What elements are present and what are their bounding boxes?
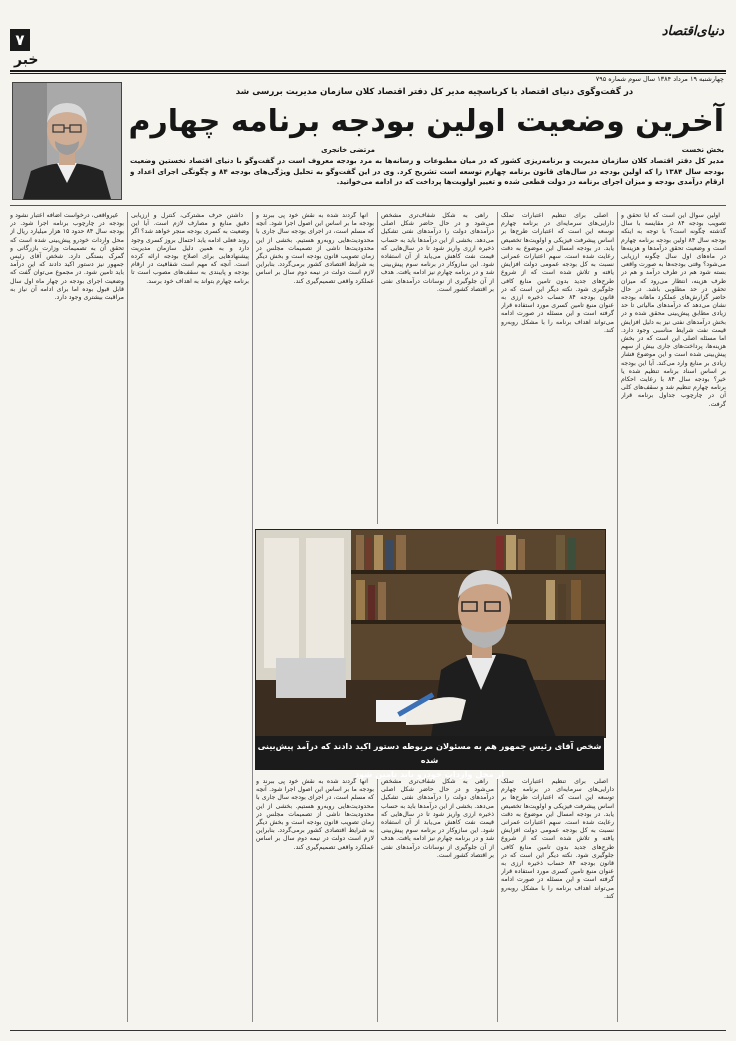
- column-4-continued-text: آنها گردند شده به نقش خود پی ببرند و بودجه ما بر اساس این اصول اجرا شود. آنچه که مسلم است، در اجرای بودجه سال جاری با محدودیت‌هایی روبه‌رو هستیم. بخشی از این محدودیت‌ها ناشی از تصمیمات مجلس در زمان تصویب قانون بودجه است و بخش دیگر به شرایط اقتصادی کشور برمی‌گردد. بنابراین لازم است دولت در نیمه دوم سال بر اساس عملکرد واقعی تصمیم‌گیری کند.: [256, 778, 374, 851]
- article-column-6: [10, 212, 124, 1022]
- column-divider: [252, 212, 253, 1022]
- article-column-2: [501, 212, 614, 524]
- article-column-3-continued: [381, 778, 494, 1022]
- column-3-text: راهی به شکل شفاف‌تری مشخص می‌شود و در حال حاضر شکل اصلی درآمدهای دولت را درآمدهای نفتی تشکیل می‌دهد. بخشی از این درآمدها باید به حساب ذخیره ارزی واریز شود تا در سال‌هایی که قیمت نفت کاهش می‌یابد از آن استفاده شود. این سازوکار در برنامه سوم پیش‌بینی شد و در برنامه چهارم نیز ادامه یافت. هدف از آن جلوگیری از نوسانات درآمدهای نفتی بر اقتصاد کشور است.: [381, 212, 494, 293]
- article-column-1: [621, 212, 726, 1022]
- interview-photo: [255, 529, 606, 738]
- article-column-3: [381, 212, 494, 524]
- header-rule-thin: [10, 73, 726, 74]
- portrait-figure: [13, 83, 121, 199]
- portrait-photo: [12, 82, 122, 200]
- column-3-continued-text: راهی به شکل شفاف‌تری مشخص می‌شود و در حال حاضر شکل اصلی درآمدهای دولت را درآمدهای نفتی تشکیل می‌دهد. بخشی از این درآمدها باید به حساب ذخیره ارزی واریز شود تا در سال‌هایی که قیمت نفت کاهش می‌یابد از آن استفاده شود. این سازوکار در برنامه سوم پیش‌بینی شد و در برنامه چهارم نیز ادامه یافت. هدف از آن جلوگیری از نوسانات درآمدهای نفتی بر اقتصاد کشور است.: [381, 778, 494, 859]
- section-title: خبر: [14, 52, 39, 68]
- column-divider: [127, 212, 128, 1022]
- column-divider: [497, 778, 498, 1022]
- article-column-4-continued: [256, 778, 374, 1022]
- lead-paragraph: مدیر کل دفتر اقتصاد کلان سازمان مدیریت و برنامه‌ریزی کشور که در میان مطبوعات و رسانه‌ها به مرد بودجه معروف است در گفت‌وگو با دنیای اقتصاد نخستین وضعیت بودجه سال ۱۳۸۴ را که اولین بودجه در سال‌های قانون برنامه چهارم توسعه است تشریح کرد. وی در این گفت‌وگو به تحلیل ویژگی‌های بودجه ۸۴ و چگونگی اجرای اعداد و ارقام درآمدی بودجه و میزان اجرای برنامه در دولت قطعی شده و تغییر اولویت‌ها پرداخت که در ادامه می‌خوانید.: [130, 156, 724, 187]
- article-column-5: [131, 212, 249, 1022]
- article-column-4: [256, 212, 374, 524]
- footer-rule: [10, 1030, 726, 1031]
- header-rule: [10, 70, 726, 72]
- rubric-label: بخش نخست: [681, 146, 724, 154]
- headline-kicker: در گفت‌وگوی دنیای اقتصاد با کرباسچیه مدیر کل دفتر اقتصاد کلان سازمان مدیریت بررسی شد: [235, 87, 634, 97]
- page-number: ۷: [10, 29, 30, 51]
- column-1-text: اولین سوال این است که آیا تحقق و تصویب بودجه ۸۴ در مقایسه با سال گذشته چگونه است؟ با توجه به اینکه بودجه سال ۸۴ اولین بودجه برنامه چهارم است و وضعیت تحقق درآمدها و هزینه‌ها در ماه‌های اول سال چگونه ارزیابی می‌شود؟ وقتی بودجه‌ها به صورت واقعی بسته شود هم در طرف درآمد و هم در طرف هزینه، انتظار می‌رود که میزان تحقق در حد مطلوبی باشد. در حال حاضر گزارش‌های عملکرد ماهانه بودجه نشان می‌دهد که درآمدهای مالیاتی تا حد زیادی مطابق پیش‌بینی محقق شده و در بخش درآمدهای نفتی نیز به دلیل افزایش قیمت نفت شرایط مناسبی وجود دارد. اما مسئله اصلی این است که در بخش هزینه‌ها، پرداخت‌های جاری بیش از سهم پیش‌بینی شده است و این موضوع فشار زیادی بر منابع وارد می‌کند. آیا این بودجه بر اساس اسناد برنامه تنظیم شده یا خیر؟ بودجه سال ۸۴ با رعایت احکام برنامه چهارم تنظیم شد و سقف‌های کلی آن در چارچوب جداول برنامه قرار گرفت.: [621, 212, 726, 408]
- photo-caption: [255, 736, 604, 779]
- headline: آخرین وضعیت اولین بودجه برنامه چهارم: [128, 104, 724, 139]
- byline: مرتضی خانجری: [321, 146, 375, 154]
- masthead-logo: دنیای‌اقتصاد: [661, 24, 724, 39]
- article-column-2-continued: [501, 778, 614, 1022]
- issue-line: چهارشنبه ۱۹ مرداد ۱۳۸۴ سال سوم شماره ۷۹۵: [595, 75, 724, 83]
- column-divider: [497, 212, 498, 524]
- column-2-text: اصلی برای تنظیم اعتبارات تملک دارایی‌های سرمایه‌ای در برنامه چهارم توسعه این است که اعتبارات طرح‌ها بر اساس پیشرفت فیزیکی و اولویت‌ها تخصیص یابد. در بودجه امسال این موضوع به دقت رعایت شده است. سهم اعتبارات عمرانی نسبت به کل بودجه عمومی دولت افزایش یافته و تلاش شده است که از شروع طرح‌های جدید بدون تامین منابع کافی جلوگیری شود. نکته دیگر این است که در قانون بودجه ۸۴ حساب ذخیره ارزی به عنوان منبع تامین کسری مورد استفاده قرار گرفته است و این مسئله در صورت ادامه می‌تواند اهداف برنامه را با مشکل روبه‌رو کند.: [501, 212, 614, 334]
- column-2-continued-text: اصلی برای تنظیم اعتبارات تملک دارایی‌های سرمایه‌ای در برنامه چهارم توسعه این است که اعتبارات طرح‌ها بر اساس پیشرفت فیزیکی و اولویت‌ها تخصیص یابد. در بودجه امسال این موضوع به دقت رعایت شده است. سهم اعتبارات عمرانی نسبت به کل بودجه عمومی دولت افزایش یافته و تلاش شده است که از شروع طرح‌های جدید بدون تامین منابع کافی جلوگیری شود. نکته دیگر این است که در قانون بودجه ۸۴ حساب ذخیره ارزی به عنوان منبع تامین کسری مورد استفاده قرار گرفته است و این مسئله در صورت ادامه می‌تواند اهداف برنامه را با مشکل روبه‌رو کند.: [501, 778, 614, 900]
- column-divider: [377, 778, 378, 1022]
- photo-caption-line-2: از محل واردات خودرو باید تامین شود: [354, 769, 505, 779]
- column-5-text: داشتن حرف مشترکی، کنترل و ارزیابی دقیق منابع و مصارف لازم است. آیا این وضعیت به کسری بودجه منجر خواهد شد؟ اگر روند فعلی ادامه یابد احتمال بروز کسری وجود دارد و به همین دلیل سازمان مدیریت پیشنهادهایی برای اصلاح بودجه ارائه کرده است. آنچه که مهم است شفافیت در ارقام بودجه و پایبندی به سقف‌های مصوب است تا برنامه چهارم بتواند به اهداف خود برسد.: [131, 212, 249, 285]
- lead-divider: [10, 205, 726, 206]
- interview-photo-scene: [256, 530, 605, 737]
- photo-caption-line-1: شخص آقای رئیس جمهور هم به مسئولان مربوطه دستور اکید دادند که درآمد پیش‌بینی شده: [257, 741, 602, 765]
- column-divider: [377, 212, 378, 524]
- column-4-text: آنها گردند شده به نقش خود پی ببرند و بودجه ما بر اساس این اصول اجرا شود. آنچه که مسلم است، در اجرای بودجه سال جاری با محدودیت‌هایی روبه‌رو هستیم. بخشی از این محدودیت‌ها ناشی از تصمیمات مجلس در زمان تصویب قانون بودجه است و بخش دیگر به شرایط اقتصادی کشور برمی‌گردد. بنابراین لازم است دولت در نیمه دوم سال بر اساس عملکرد واقعی تصمیم‌گیری کند.: [256, 212, 374, 285]
- column-6-text: غیرواقعی، درخواست اضافه اعتبار نشود و بودجه در چارچوب برنامه اجرا شود. در بودجه سال ۸۴ حدود ۱۵ هزار میلیارد ریال از محل واردات خودرو پیش‌بینی شده است که تحقق آن به تصمیمات وزارت بازرگانی و گمرک بستگی دارد. شخص آقای رئیس جمهور نیز دستور اکید دادند که این درآمد باید تامین شود. در مجموع می‌توان گفت که وضعیت اجرای بودجه در چهار ماه اول سال قابل قبول بوده اما برای ادامه آن نیاز به مراقبت بیشتری وجود دارد.: [10, 212, 124, 302]
- column-divider: [617, 212, 618, 1022]
